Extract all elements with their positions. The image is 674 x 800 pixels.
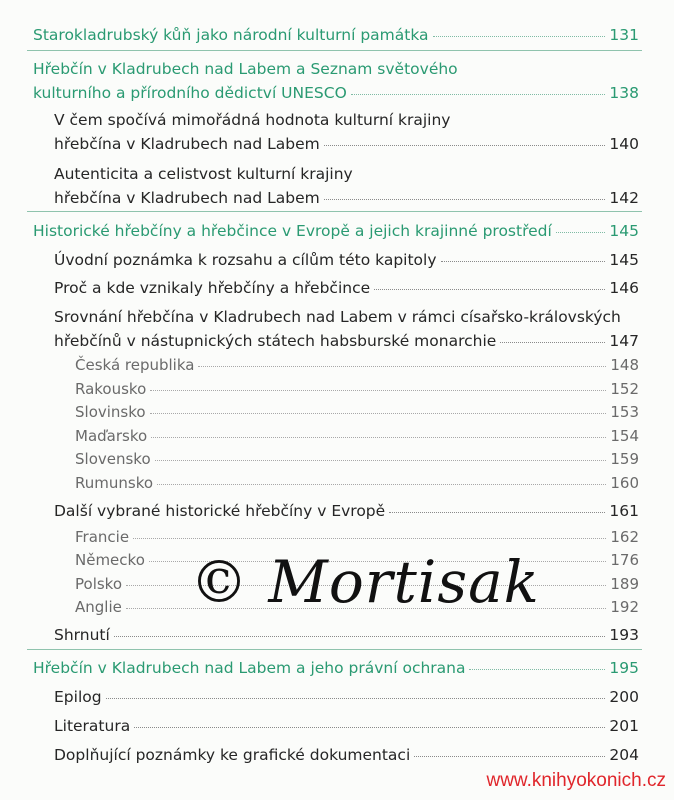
toc-entry[interactable]	[75, 525, 639, 549]
dot-leader	[469, 669, 605, 670]
toc-entry-title: Epilog	[54, 688, 102, 706]
toc-entry[interactable]	[54, 623, 639, 647]
dot-leader	[389, 512, 605, 513]
toc-entry-title: Proč a kde vznikaly hřebčíny a hřebčince	[54, 279, 371, 297]
watermark: © Mortisak	[190, 548, 540, 616]
toc-entry[interactable]	[33, 57, 639, 105]
toc-entry-title: kulturního a přírodního dědictví UNESCO	[33, 84, 347, 102]
dot-leader	[155, 460, 607, 461]
dot-leader	[324, 199, 606, 200]
toc-entry-title: Shrnutí	[54, 626, 110, 644]
page-number: 176	[610, 551, 639, 569]
dot-leader	[106, 698, 606, 699]
toc-entry-title: Hřebčín v Kladrubech nad Labem a Seznam světového	[33, 60, 458, 78]
toc-entry[interactable]	[33, 656, 639, 680]
toc-entry[interactable]	[75, 400, 639, 424]
page-number: 154	[610, 427, 639, 445]
dot-leader	[556, 232, 606, 233]
toc-entry-title: Rumunsko	[75, 474, 154, 492]
toc-entry[interactable]	[54, 276, 639, 300]
page-number: 204	[609, 746, 639, 764]
dot-leader	[324, 145, 606, 146]
toc-entry-title: Česká republika	[75, 356, 195, 374]
toc-entry[interactable]	[54, 743, 639, 767]
page-number: 161	[609, 502, 639, 520]
toc-entry[interactable]	[75, 377, 639, 401]
toc-entry[interactable]	[54, 714, 639, 738]
page-number: 147	[609, 332, 639, 350]
page-number: 159	[610, 450, 639, 468]
page-number: 148	[610, 356, 639, 374]
toc-entry[interactable]	[54, 305, 639, 353]
dot-leader	[133, 538, 606, 539]
toc-entry[interactable]	[33, 219, 639, 243]
page-number: 160	[610, 474, 639, 492]
toc-entry-title: Doplňující poznámky ke grafické dokumentaci	[54, 746, 411, 764]
dot-leader	[500, 342, 605, 343]
toc-entry-title: Starokladrubský kůň jako národní kulturní památka	[33, 26, 429, 44]
toc-entry-title: Hřebčín v Kladrubech nad Labem a jeho právní ochrana	[33, 659, 466, 677]
dot-leader	[351, 94, 606, 95]
toc-entry-title: V čem spočívá mimořádná hodnota kulturní krajiny	[54, 111, 451, 129]
separator-line	[27, 50, 642, 51]
page-number: 138	[609, 84, 639, 102]
toc-entry-title: Anglie	[75, 598, 122, 616]
toc-entry[interactable]	[75, 353, 639, 377]
page-number: 152	[610, 380, 639, 398]
toc-entry-title: Úvodní poznámka k rozsahu a cílům této kapitoly	[54, 251, 437, 269]
toc-entry-title: Srovnání hřebčína v Kladrubech nad Labem v rámci císařsko-královských	[54, 308, 621, 326]
toc-entry[interactable]	[54, 162, 639, 210]
toc-entry-title: Autenticita a celistvost kulturní krajiny	[54, 165, 353, 183]
dot-leader	[150, 390, 606, 391]
toc-entry[interactable]	[54, 248, 639, 272]
toc-entry-title: hřebčína v Kladrubech nad Labem	[54, 189, 320, 207]
dot-leader	[134, 727, 605, 728]
dot-leader	[441, 261, 606, 262]
dot-leader	[374, 289, 605, 290]
toc-entry-title: Literatura	[54, 717, 131, 735]
toc-entry[interactable]	[54, 685, 639, 709]
toc-entry-title: Maďarsko	[75, 427, 148, 445]
toc-entry-title: Polsko	[75, 575, 122, 593]
toc-entry-title: Historické hřebčíny a hřebčince v Evropě a jejich krajinné prostředí	[33, 222, 552, 240]
separator-line	[27, 211, 642, 212]
page-number: 200	[609, 688, 639, 706]
page-number: 146	[609, 279, 639, 297]
toc-entry-title: Další vybrané historické hřebčíny v Evropě	[54, 502, 386, 520]
website-url: www.knihyokonich.cz	[486, 770, 666, 791]
page-number: 193	[609, 626, 639, 644]
page-number: 140	[609, 135, 639, 153]
page-number: 142	[609, 189, 639, 207]
toc-entry[interactable]	[75, 471, 639, 495]
toc-entry[interactable]	[33, 23, 639, 47]
page-number: 201	[609, 717, 639, 735]
toc-entry[interactable]	[54, 108, 639, 156]
page-number: 145	[609, 251, 639, 269]
dot-leader	[150, 413, 607, 414]
page-number: 162	[610, 528, 639, 546]
toc-entry[interactable]	[75, 424, 639, 448]
page-number: 192	[610, 598, 639, 616]
dot-leader	[433, 36, 606, 37]
page-number: 145	[609, 222, 639, 240]
toc-entry[interactable]	[54, 499, 639, 523]
dot-leader	[414, 756, 605, 757]
toc-entry-title: hřebčína v Kladrubech nad Labem	[54, 135, 320, 153]
dot-leader	[198, 366, 606, 367]
page-number: 153	[610, 403, 639, 421]
page-number: 195	[609, 659, 639, 677]
dot-leader	[151, 437, 606, 438]
dot-leader	[114, 636, 606, 637]
toc-entry-title: Slovinsko	[75, 403, 146, 421]
toc-entry-title: Francie	[75, 528, 130, 546]
toc-entry-title: Rakousko	[75, 380, 147, 398]
toc-entry-title: Slovensko	[75, 450, 151, 468]
page-number: 189	[610, 575, 639, 593]
page-number: 131	[609, 26, 639, 44]
toc-entry-title: hřebčínů v nástupnických státech habsburské monarchie	[54, 332, 497, 350]
separator-line	[27, 649, 642, 650]
dot-leader	[157, 484, 606, 485]
toc-entry-title: Německo	[75, 551, 145, 569]
toc-entry[interactable]	[75, 447, 639, 471]
